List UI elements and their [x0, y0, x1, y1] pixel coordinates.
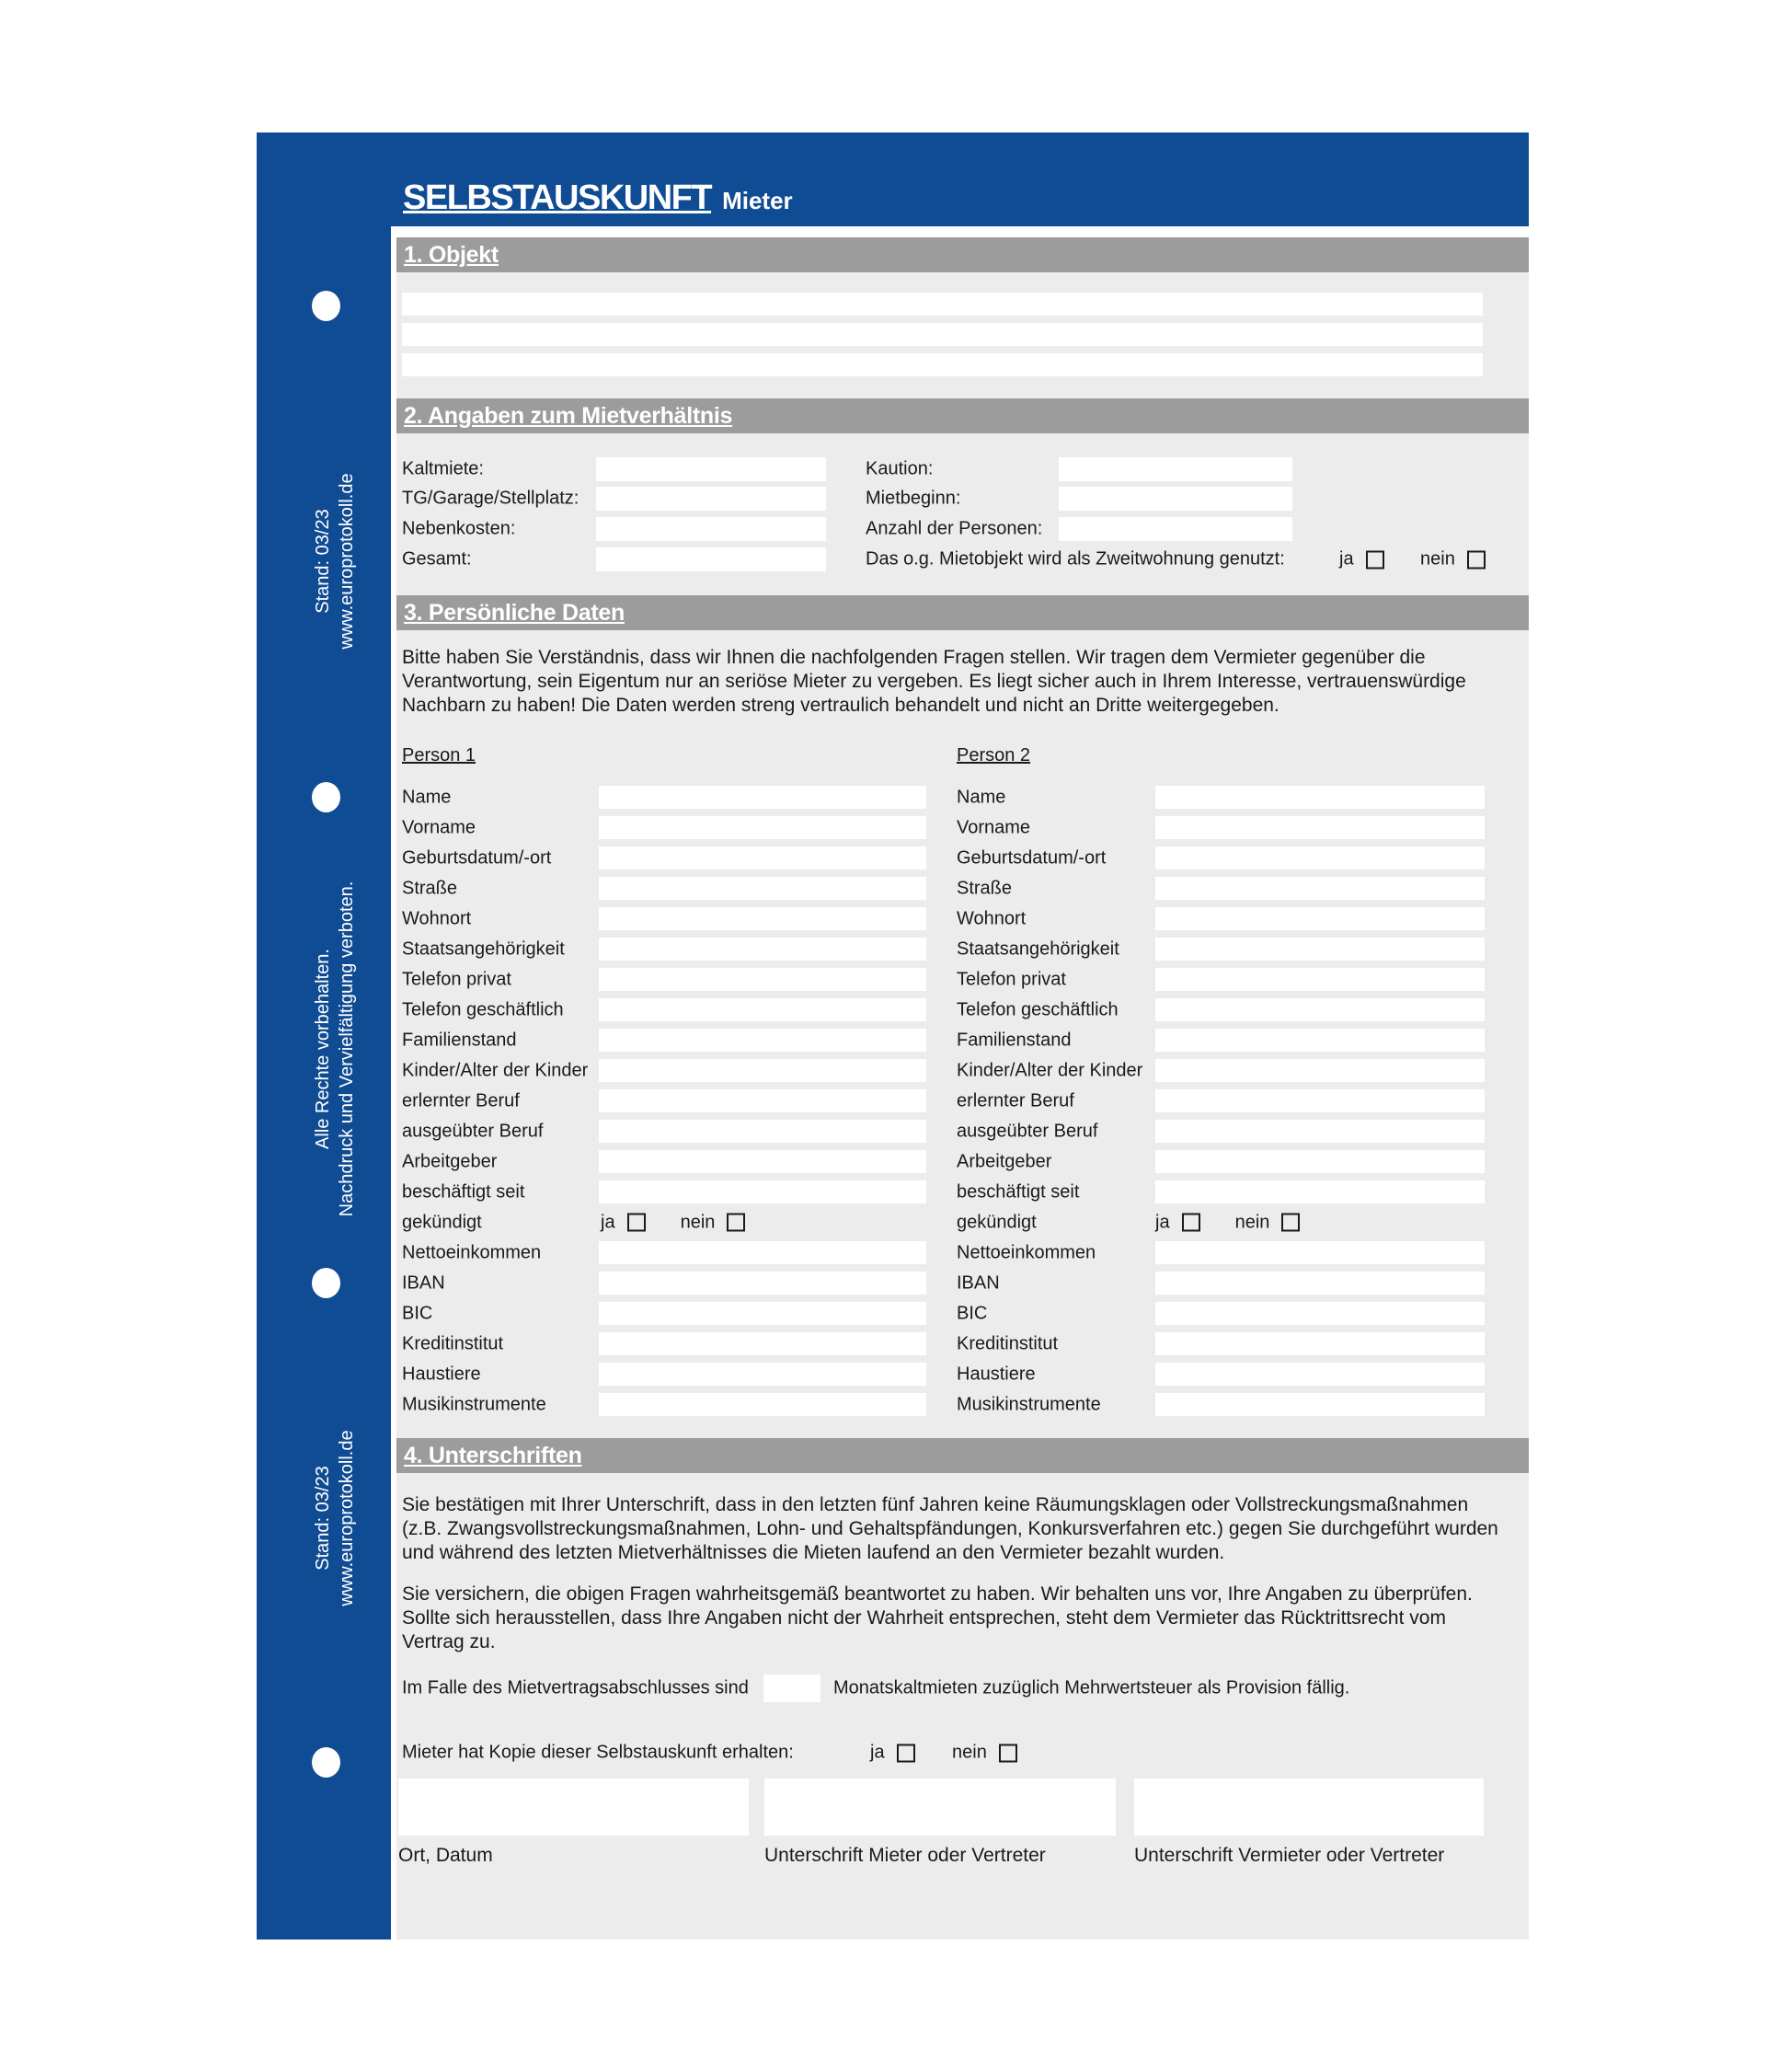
field-label-person2: Wohnort	[957, 908, 1027, 928]
field-label-person1: Telefon geschäftlich	[402, 999, 564, 1019]
person1-input[interactable]	[599, 1272, 926, 1295]
person1-input[interactable]	[599, 1029, 926, 1052]
gesamt-label: Gesamt:	[402, 548, 472, 570]
section-header-mietverhaeltnis: 2. Angaben zum Mietverhältnis	[396, 398, 1529, 433]
zweitwohnung-ja-option	[1339, 549, 1384, 570]
field-label-person2: Name	[957, 787, 1006, 807]
person2-input[interactable]	[1155, 1332, 1485, 1355]
field-label-person2: Kinder/Alter der Kinder	[957, 1060, 1143, 1080]
objekt-input-line3[interactable]	[402, 353, 1483, 376]
form-subtitle: Mieter	[722, 187, 793, 214]
person1-input[interactable]	[599, 1241, 926, 1264]
rights-line2: Nachdruck und Vervielfältigung verboten.	[337, 881, 357, 1217]
nein-label: nein	[952, 1742, 987, 1763]
nein-label: nein	[680, 1212, 716, 1232]
ja-label: ja	[601, 1212, 615, 1232]
nein-label: nein	[1420, 548, 1455, 570]
field-label-person2: beschäftigt seit	[957, 1181, 1080, 1202]
row-garage-mietbeginn	[396, 486, 1529, 512]
rights-line1: Alle Rechte vorbehalten.	[313, 949, 333, 1149]
person1-input[interactable]	[599, 1302, 926, 1325]
sidebar-stamp-bottom	[311, 1417, 359, 1619]
form-sheet	[257, 132, 1529, 1940]
person2-input[interactable]	[1155, 1302, 1485, 1325]
field-label-person1: IBAN	[402, 1272, 445, 1293]
field-label-person2: IBAN	[957, 1272, 1000, 1293]
zweitwohnung-nein-checkbox[interactable]	[1467, 550, 1486, 569]
person2-input[interactable]	[1155, 1150, 1485, 1173]
person1-input[interactable]	[599, 786, 926, 809]
field-label-person2: Arbeitgeber	[957, 1151, 1052, 1171]
zweitwohnung-nein-option	[1420, 549, 1486, 570]
sidebar-stamp-top	[311, 460, 359, 662]
gekuendigt-options-person2	[1155, 1212, 1300, 1233]
field-label-person1: erlernter Beruf	[402, 1090, 520, 1111]
person2-input[interactable]	[1155, 1029, 1485, 1052]
field-label-person1: Familienstand	[402, 1030, 517, 1050]
section-header-objekt: 1. Objekt	[396, 237, 1529, 272]
zweitwohnung-ja-checkbox[interactable]	[1366, 550, 1384, 569]
person2-input[interactable]	[1155, 846, 1485, 869]
field-label-person1: Vorname	[402, 817, 476, 837]
zweitwohnung-label: Das o.g. Mietobjekt wird als Zweitwohnung genutzt:	[866, 548, 1285, 570]
stamp-url: www.europrotokoll.de	[337, 1430, 357, 1606]
person1-input[interactable]	[599, 938, 926, 961]
signature-box-ort-datum[interactable]	[398, 1778, 749, 1836]
field-label-person2: ausgeübter Beruf	[957, 1121, 1098, 1141]
person2-input[interactable]	[1155, 1120, 1485, 1143]
field-label-person2: erlernter Beruf	[957, 1090, 1074, 1111]
person2-input[interactable]	[1155, 938, 1485, 961]
signature-box-vermieter[interactable]	[1134, 1778, 1484, 1836]
person-field-row	[396, 1177, 1529, 1207]
person1-input[interactable]	[599, 968, 926, 991]
person-field-row	[396, 873, 1529, 904]
person2-input[interactable]	[1155, 1272, 1485, 1295]
field-label-person1: Nettoeinkommen	[402, 1242, 542, 1262]
person2-input[interactable]	[1155, 1180, 1485, 1203]
provision-months-input[interactable]	[763, 1675, 820, 1702]
person-field-row	[396, 1146, 1529, 1177]
person-field-row	[396, 1055, 1529, 1086]
copy-nein-checkbox[interactable]	[999, 1744, 1017, 1762]
person1-input[interactable]	[599, 816, 926, 839]
nein-label: nein	[1234, 1212, 1270, 1232]
provision-text-before: Im Falle des Mietvertragsabschlusses sind	[402, 1677, 749, 1698]
person2-input[interactable]	[1155, 907, 1485, 930]
hole-punch-icon	[312, 1747, 340, 1778]
field-label-person1: Musikinstrumente	[402, 1394, 546, 1414]
person-field-row	[396, 1329, 1529, 1359]
person1-input[interactable]	[599, 998, 926, 1021]
copy-ja-option	[870, 1743, 915, 1764]
unterschrift-mieter-label: Unterschrift Mieter oder Vertreter	[764, 1845, 1046, 1866]
form-body	[396, 237, 1529, 1940]
person2-input[interactable]	[1155, 877, 1485, 900]
person2-input[interactable]	[1155, 1089, 1485, 1112]
person1-input[interactable]	[599, 1150, 926, 1173]
field-label-person1: Arbeitgeber	[402, 1151, 498, 1171]
person2-input[interactable]	[1155, 1059, 1485, 1082]
person2-input[interactable]	[1155, 1363, 1485, 1386]
field-label-person2: Haustiere	[957, 1364, 1036, 1384]
field-label-person2: BIC	[957, 1303, 988, 1323]
person1-input[interactable]	[599, 1089, 926, 1112]
ja-label: ja	[1155, 1212, 1170, 1232]
gekuendigt-options-person1	[601, 1212, 745, 1233]
person-field-row	[396, 1298, 1529, 1329]
form-title: SELBSTAUSKUNFT	[403, 178, 712, 217]
section-header-persoenliche-daten: 3. Persönliche Daten	[396, 595, 1529, 630]
person1-input[interactable]	[599, 1059, 926, 1082]
objekt-input-line2[interactable]	[402, 323, 1483, 346]
person-field-row	[396, 1237, 1529, 1268]
field-label-person1: Kreditinstitut	[402, 1333, 504, 1353]
person-field-row-gekuendigt	[396, 1207, 1529, 1237]
person-field-row	[396, 1116, 1529, 1146]
person-field-row	[396, 843, 1529, 873]
person1-input[interactable]	[599, 1332, 926, 1355]
signature-box-mieter[interactable]	[764, 1778, 1116, 1836]
person-field-row	[396, 904, 1529, 934]
row-nebenkosten-personen	[396, 516, 1529, 542]
stamp-version: Stand: 03/23	[313, 1466, 333, 1571]
anzahl-personen-label: Anzahl der Personen:	[866, 518, 1043, 539]
person-field-row	[396, 782, 1529, 812]
ja-label: ja	[870, 1742, 885, 1763]
field-label-person2: Staatsangehörigkeit	[957, 938, 1119, 959]
row-gesamt-zweitwohnung	[396, 547, 1529, 572]
form-content-sheet	[391, 226, 1529, 1940]
confirmation-paragraph: Sie bestätigen mit Ihrer Unterschrift, dass in den letzten fünf Jahren keine Räumungsklagen oder Vollstreckungsmaßnahmen (z.B. Zwangsvollstreckungsmaßnahmen, Lohn- und Gehaltspfändungen, Konkursverfahren etc.) gegen Sie durchgeführt wurden und während des letzten Mietverhältnisses die Mieten laufend an den Vermieter bezahlt wurden.	[402, 1494, 1498, 1563]
field-label-person1: Kinder/Alter der Kinder	[402, 1060, 589, 1080]
field-label-person2: Straße	[957, 878, 1013, 898]
person-field-row	[396, 964, 1529, 995]
field-label-person2: Kreditinstitut	[957, 1333, 1059, 1353]
person1-input[interactable]	[599, 1120, 926, 1143]
person-field-row	[396, 812, 1529, 843]
mietbeginn-label: Mietbeginn:	[866, 488, 961, 509]
hole-punch-icon	[312, 1268, 340, 1298]
gekuendigt-nein-checkbox-person1[interactable]	[727, 1214, 745, 1232]
person1-input[interactable]	[599, 846, 926, 869]
copy-nein-option	[952, 1743, 1017, 1764]
ja-label: ja	[1339, 548, 1354, 570]
copy-ja-checkbox[interactable]	[897, 1744, 915, 1762]
copy-received-label: Mieter hat Kopie dieser Selbstauskunft erhalten:	[402, 1742, 794, 1763]
hole-punch-icon	[312, 782, 340, 812]
section-header-unterschriften: 4. Unterschriften	[396, 1438, 1529, 1473]
gesamt-input[interactable]	[596, 547, 826, 571]
nebenkosten-label: Nebenkosten:	[402, 518, 516, 539]
kaltmiete-input[interactable]	[596, 457, 826, 481]
kaltmiete-label: Kaltmiete:	[402, 458, 484, 479]
person1-input[interactable]	[599, 1363, 926, 1386]
kaution-label: Kaution:	[866, 458, 934, 479]
field-label-person1: Geburtsdatum/-ort	[402, 847, 552, 868]
gekuendigt-ja-checkbox-person2[interactable]	[1182, 1214, 1200, 1232]
kaution-input[interactable]	[1059, 457, 1292, 481]
unterschrift-vermieter-label: Unterschrift Vermieter oder Vertreter	[1134, 1845, 1445, 1866]
field-label-person2: Telefon privat	[957, 969, 1066, 989]
field-label-person2: Telefon geschäftlich	[957, 999, 1119, 1019]
field-label-person2: Musikinstrumente	[957, 1394, 1101, 1414]
person-field-row	[396, 1086, 1529, 1116]
mietbeginn-input[interactable]	[1059, 487, 1292, 511]
ort-datum-label: Ort, Datum	[398, 1845, 493, 1866]
field-label-person2: Nettoeinkommen	[957, 1242, 1096, 1262]
person-field-row	[396, 995, 1529, 1025]
garage-input[interactable]	[596, 487, 826, 511]
gekuendigt-nein-checkbox-person2[interactable]	[1281, 1214, 1300, 1232]
field-label-person2: Vorname	[957, 817, 1031, 837]
field-label-person1: Wohnort	[402, 908, 472, 928]
field-label-person1: beschäftigt seit	[402, 1181, 525, 1202]
gekuendigt-ja-checkbox-person1[interactable]	[627, 1214, 646, 1232]
anzahl-personen-input[interactable]	[1059, 517, 1292, 541]
garage-label: TG/Garage/Stellplatz:	[402, 488, 579, 509]
nebenkosten-input[interactable]	[596, 517, 826, 541]
person1-input[interactable]	[599, 1393, 926, 1416]
field-label-person2: Familienstand	[957, 1030, 1072, 1050]
person1-input[interactable]	[599, 907, 926, 930]
person-field-row	[396, 1389, 1529, 1420]
person2-input[interactable]	[1155, 1241, 1485, 1264]
field-label-person1: BIC	[402, 1303, 433, 1323]
field-label-person2: Geburtsdatum/-ort	[957, 847, 1107, 868]
copy-received-row	[396, 1737, 1529, 1768]
person2-input[interactable]	[1155, 786, 1485, 809]
person1-header: Person 1	[402, 745, 476, 765]
stamp-url: www.europrotokoll.de	[337, 473, 357, 650]
provision-text-after: Monatskaltmieten zuzüglich Mehrwertsteuer als Provision fällig.	[833, 1677, 1350, 1698]
field-label-person1: gekündigt	[402, 1212, 482, 1232]
person1-input[interactable]	[599, 1180, 926, 1203]
field-label-person1: Telefon privat	[402, 969, 511, 989]
person-field-row	[396, 1268, 1529, 1298]
person-field-row	[396, 1359, 1529, 1389]
objekt-input-line1[interactable]	[402, 293, 1483, 316]
hole-punch-icon	[312, 291, 340, 321]
row-kaltmiete-kaution	[396, 456, 1529, 482]
field-label-person1: Name	[402, 787, 452, 807]
person1-input[interactable]	[599, 877, 926, 900]
person-field-row	[396, 1025, 1529, 1055]
person-field-row	[396, 934, 1529, 964]
field-label-person1: Haustiere	[402, 1364, 481, 1384]
field-label-person2: gekündigt	[957, 1212, 1037, 1232]
person2-input[interactable]	[1155, 968, 1485, 991]
stamp-version: Stand: 03/23	[313, 509, 333, 614]
field-label-person1: Straße	[402, 878, 458, 898]
person2-header: Person 2	[957, 745, 1031, 765]
provision-row	[396, 1673, 1529, 1704]
field-label-person1: Staatsangehörigkeit	[402, 938, 565, 959]
page-title	[403, 178, 793, 218]
person-fields-table	[396, 782, 1529, 1420]
assurance-paragraph: Sie versichern, die obigen Fragen wahrheitsgemäß beantwortet zu haben. Wir behalten uns vor, Ihre Angaben zu überprüfen. Sollte sich herausstellen, dass Ihre Angaben nicht der Wahrheit entsprechen, steht dem Vermieter das Rücktrittsrecht vom Vertrag zu.	[402, 1583, 1473, 1652]
sidebar-rights-note	[311, 863, 359, 1235]
person2-input[interactable]	[1155, 998, 1485, 1021]
field-label-person1: ausgeübter Beruf	[402, 1121, 544, 1141]
privacy-intro-text: Bitte haben Sie Verständnis, dass wir Ihnen die nachfolgenden Fragen stellen. Wir tragen dem Vermieter gegenüber die Verantwortung, sein Eigentum nur an seriöse Mieter zu vergeben. Es liegt sicher auch in Ihrem Interesse, vertrauenswürdige Nachbarn zu haben! Die Daten werden streng vertraulich behandelt und nicht an Dritte weitergegeben.	[402, 647, 1466, 716]
person2-input[interactable]	[1155, 816, 1485, 839]
person2-input[interactable]	[1155, 1393, 1485, 1416]
